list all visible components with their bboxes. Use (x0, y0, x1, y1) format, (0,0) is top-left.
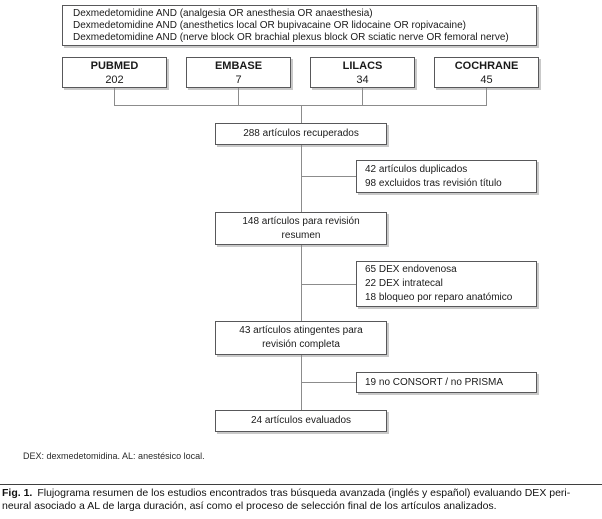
caption-line (2, 487, 602, 500)
database-name: COCHRANE (454, 60, 519, 72)
evaluated-box (215, 410, 387, 432)
excluded-abstract-line: 22 DEX intratecal (365, 278, 443, 289)
connector-line (301, 382, 356, 383)
excluded-title-line: 98 excluidos tras revisión título (365, 177, 502, 189)
database-name: PUBMED (90, 60, 139, 72)
connector-line (301, 176, 356, 177)
full-review-box (215, 321, 387, 355)
connector-line (301, 245, 302, 321)
retrieved-box (215, 123, 387, 145)
excluded-abstract-line: 18 bloqueo por reparo anatómico (365, 292, 513, 303)
database-box-cochrane (434, 57, 539, 88)
excluded-full-label: 19 no CONSORT / no PRISMA (365, 376, 504, 388)
abstract-review-box (215, 212, 387, 245)
caption-text-line: Flujograma resumen de los estudios encontrados tras búsqueda avanzada (inglés y español) evaluando DEX peri- (37, 487, 571, 499)
connector-line (362, 88, 363, 106)
search-strategy-box (62, 5, 537, 46)
excluded-title-box (356, 160, 537, 193)
database-count: 7 (235, 74, 242, 86)
excluded-abstract-box (356, 261, 537, 307)
abstract-review-label: 148 artículos para revisión resumen (242, 215, 360, 241)
search-strategy-line: Dexmedetomidine AND (nerve block OR brachial plexus block OR sciatic nerve OR femoral nerve) (73, 32, 509, 43)
database-box-pubmed (62, 57, 167, 88)
database-name: LILACS (342, 60, 383, 72)
connector-line (301, 284, 356, 285)
database-box-lilacs (310, 57, 415, 88)
evaluated-label: 24 artículos evaluados (250, 415, 352, 426)
excluded-full-box (356, 372, 537, 393)
database-count: 45 (480, 74, 493, 86)
caption-text-line: neural asociado a AL de larga duración, así como el proceso de selección final de los artículos analizados. (2, 500, 497, 512)
full-review-label: 43 artículos atingentes para revisión completa (239, 325, 363, 350)
connector-line (301, 145, 302, 212)
search-strategy-line: Dexmedetomidine AND (anesthetics local OR bupivacaine OR lidocaine OR ropivacaine) (73, 20, 466, 31)
connector-line (486, 88, 487, 106)
retrieved-label: 288 artículos recuperados (243, 128, 359, 139)
database-name: EMBASE (214, 60, 263, 72)
abbreviations-note: DEX: dexmedetomidina. AL: anestésico local. (23, 451, 205, 461)
search-strategy-line: Dexmedetomidine AND (analgesia OR anesthesia OR anaesthesia) (73, 8, 373, 19)
caption-divider (0, 484, 602, 485)
caption-label: Fig. 1. (2, 487, 33, 499)
excluded-abstract-line: 65 DEX endovenosa (365, 264, 457, 275)
connector-line (301, 105, 302, 123)
figure-caption (2, 487, 602, 513)
database-count: 202 (105, 74, 124, 86)
database-box-embase (186, 57, 291, 88)
connector-line (114, 88, 115, 106)
connector-line (238, 88, 239, 106)
database-count: 34 (356, 74, 369, 86)
excluded-title-line: 42 artículos duplicados (365, 163, 468, 175)
